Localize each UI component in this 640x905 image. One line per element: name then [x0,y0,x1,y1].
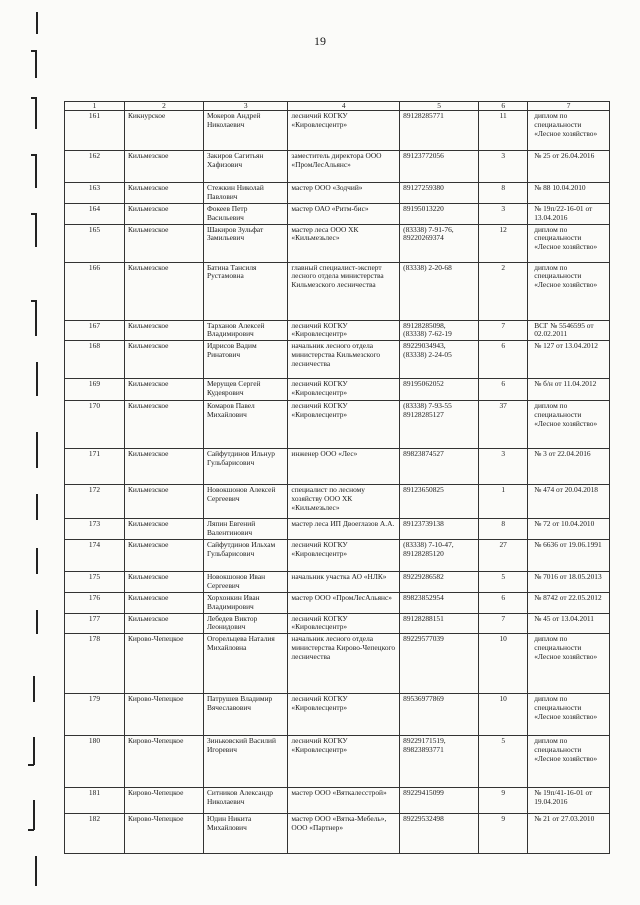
binding-mark [36,548,38,574]
experience-cell: 3 [479,203,528,224]
row-number: 173 [65,519,125,540]
row-number: 179 [65,694,125,736]
table-row [65,485,610,519]
position-cell: мастер ООО «Вяткалесстрой» [288,788,400,814]
diploma-cell: диплом по специальности «Лесное хозяйство» [528,694,610,736]
person-name: Мокеров Андрей Николаевич [203,111,287,151]
row-number: 167 [65,320,125,341]
person-name: Лебедев Виктор Леонидович [203,613,287,634]
phone-cell: (83338) 7-91-76, 89220269374 [400,224,479,262]
diploma-cell: ВСГ № 5546595 от 02.02.2011 [528,320,610,341]
row-number: 182 [65,814,125,854]
person-name: Батина Тансиля Рустамовна [203,262,287,320]
diploma-cell: № 8742 от 22.05.2012 [528,592,610,613]
table-row [65,224,610,262]
phone-cell: 89536977869 [400,694,479,736]
row-number: 177 [65,613,125,634]
table-row [65,379,610,401]
position-cell: заместитель директора ООО «ПромЛесАльянс» [288,151,400,183]
table-row [65,401,610,449]
person-name: Шакиров Зульфат Замильевич [203,224,287,262]
district-cell: Кильмезское [124,262,203,320]
person-name: Идрисов Вадим Ринатович [203,341,287,379]
district-cell: Кикнурское [124,111,203,151]
position-cell: главный специалист-эксперт лесного отдела министерства Кильмезского лесничества [288,262,400,320]
experience-cell: 5 [479,572,528,593]
district-cell: Кильмезское [124,592,203,613]
header-cell: 1 [65,102,125,111]
binding-mark [35,213,37,247]
diploma-cell: № 6636 от 19.06.1991 [528,540,610,572]
phone-cell: 89123739138 [400,519,479,540]
row-number: 178 [65,634,125,694]
district-cell: Кильмезское [124,320,203,341]
binding-mark [28,829,34,831]
row-number: 164 [65,203,125,224]
position-cell: мастер леса ООО ХК «Кильмезьлес» [288,224,400,262]
person-name: Ситников Александр Николаевич [203,788,287,814]
position-cell: лесничий КОГКУ «Кировлесцентр» [288,111,400,151]
table-row [65,788,610,814]
experience-cell: 7 [479,613,528,634]
phone-cell: 89128288151 [400,613,479,634]
person-name: Юдин Никита Михайлович [203,814,287,854]
table-row [65,519,610,540]
diploma-cell: № б/н от 11.04.2012 [528,379,610,401]
person-name: Зиньковский Василий Игоревич [203,736,287,788]
row-number: 169 [65,379,125,401]
table-row [65,341,610,379]
position-cell: лесничий КОГКУ «Кировлесцентр» [288,320,400,341]
person-name: Комаров Павел Михайлович [203,401,287,449]
district-cell: Кильмезское [124,613,203,634]
experience-cell: 10 [479,694,528,736]
diploma-cell: № 3 от 22.04.2016 [528,449,610,485]
binding-mark [31,154,36,156]
person-name: Огорельцева Наталия Михайловна [203,634,287,694]
district-cell: Кильмезское [124,341,203,379]
phone-cell: 89823874527 [400,449,479,485]
row-number: 163 [65,183,125,204]
district-cell: Кильмезское [124,401,203,449]
phone-cell: (83338) 7-93-55 89128285127 [400,401,479,449]
diploma-cell: № 474 от 20.04.2018 [528,485,610,519]
header-cell: 5 [400,102,479,111]
row-number: 176 [65,592,125,613]
binding-mark [36,12,38,34]
person-name: Новокшонов Иван Сергеевич [203,572,287,593]
binding-mark [36,610,38,634]
phone-cell: 89195062052 [400,379,479,401]
diploma-cell: диплом по специальности «Лесное хозяйство» [528,262,610,320]
table-row [65,320,610,341]
person-name: Сайфутдинов Ильнур Гульбарисович [203,449,287,485]
binding-mark [36,494,38,520]
district-cell: Кильмезское [124,151,203,183]
phone-cell: 89128285098, (83338) 7-62-19 [400,320,479,341]
phone-cell: 89229171519, 89823893771 [400,736,479,788]
person-name: Патрушев Владимир Вячеславович [203,694,287,736]
table-row [65,592,610,613]
district-cell: Кильмезское [124,224,203,262]
phone-cell: 89123650825 [400,485,479,519]
row-number: 181 [65,788,125,814]
experience-cell: 6 [479,592,528,613]
binding-mark [31,50,36,52]
person-name: Тарханов Алексей Владимирович [203,320,287,341]
diploma-cell: диплом по специальности «Лесное хозяйство» [528,224,610,262]
position-cell: лесничий КОГКУ «Кировлесцентр» [288,379,400,401]
table-row [65,151,610,183]
experience-cell: 9 [479,814,528,854]
table-row [65,814,610,854]
row-number: 174 [65,540,125,572]
experience-cell: 8 [479,519,528,540]
position-cell: мастер леса ИП Двоеглазов А.А. [288,519,400,540]
table-row [65,736,610,788]
position-cell: начальник лесного отдела министерства Кирово-Чепецкого лесничества [288,634,400,694]
header-row [65,102,610,111]
diploma-cell: № 25 от 26.04.2016 [528,151,610,183]
district-cell: Кирово-Чепецкое [124,634,203,694]
table-row [65,111,610,151]
binding-mark [33,800,35,830]
experience-cell: 2 [479,262,528,320]
experience-cell: 7 [479,320,528,341]
district-cell: Кирово-Чепецкое [124,694,203,736]
position-cell: мастер ОАО «Ритм-бис» [288,203,400,224]
person-name: Новокшонов Алексей Сергеевич [203,485,287,519]
district-cell: Кильмезское [124,519,203,540]
position-cell: лесничий КОГКУ «Кировлесцентр» [288,540,400,572]
diploma-cell: № 21 от 27.03.2010 [528,814,610,854]
phone-cell: 89229415099 [400,788,479,814]
binding-mark [35,154,37,188]
phone-cell: 89229532498 [400,814,479,854]
diploma-cell: № 45 от 13.04.2011 [528,613,610,634]
experience-cell: 3 [479,449,528,485]
binding-mark [36,432,38,468]
district-cell: Кильмезское [124,203,203,224]
row-number: 171 [65,449,125,485]
diploma-cell: № 7016 от 18.05.2013 [528,572,610,593]
position-cell: лесничий КОГКУ «Кировлесцентр» [288,613,400,634]
table-row [65,694,610,736]
diploma-cell: диплом по специальности «Лесное хозяйство» [528,736,610,788]
row-number: 162 [65,151,125,183]
page-number: 19 [314,34,326,48]
experience-cell: 12 [479,224,528,262]
district-cell: Кильмезское [124,572,203,593]
phone-cell: 89127259380 [400,183,479,204]
row-number: 161 [65,111,125,151]
row-number: 170 [65,401,125,449]
binding-mark [33,676,35,702]
row-number: 165 [65,224,125,262]
table-row [65,203,610,224]
person-name: Стежкин Николай Павлович [203,183,287,204]
registry-table [64,101,610,854]
district-cell: Кирово-Чепецкое [124,814,203,854]
diploma-cell: № 127 от 13.04.2012 [528,341,610,379]
table-row [65,572,610,593]
table-row [65,262,610,320]
experience-cell: 3 [479,151,528,183]
header-cell: 2 [124,102,203,111]
experience-cell: 5 [479,736,528,788]
position-cell: мастер ООО «Зодчий» [288,183,400,204]
binding-mark [31,97,36,99]
position-cell: начальник лесного отдела министерства Кильмезского лесничества [288,341,400,379]
binding-mark [35,50,37,78]
table-row [65,449,610,485]
header-cell: 4 [288,102,400,111]
experience-cell: 27 [479,540,528,572]
phone-cell: 89229577039 [400,634,479,694]
phone-cell: (83338) 7-10-47, 89128285120 [400,540,479,572]
district-cell: Кильмезское [124,449,203,485]
district-cell: Кильмезское [124,183,203,204]
diploma-cell: № 19п/41-16-01 от 19.04.2016 [528,788,610,814]
row-number: 180 [65,736,125,788]
table-row [65,540,610,572]
experience-cell: 9 [479,788,528,814]
row-number: 168 [65,341,125,379]
position-cell: мастер ООО «Вятка-Мебель», ООО «Партнер» [288,814,400,854]
phone-cell: 89128285771 [400,111,479,151]
binding-mark [31,213,36,215]
row-number: 175 [65,572,125,593]
position-cell: специалист по лесному хозяйству ООО ХК «Кильмезьлес» [288,485,400,519]
position-cell: лесничий КОГКУ «Кировлесцентр» [288,736,400,788]
phone-cell: 89123772056 [400,151,479,183]
table-row [65,613,610,634]
binding-mark [35,300,37,336]
binding-mark [28,764,34,766]
experience-cell: 10 [479,634,528,694]
diploma-cell: диплом по специальности «Лесное хозяйство» [528,634,610,694]
district-cell: Кирово-Чепецкое [124,736,203,788]
diploma-cell: диплом по специальности «Лесное хозяйство» [528,111,610,151]
row-number: 166 [65,262,125,320]
person-name: Хорхонкин Иван Владимирович [203,592,287,613]
district-cell: Кирово-Чепецкое [124,788,203,814]
header-cell: 7 [528,102,610,111]
experience-cell: 6 [479,379,528,401]
table-row [65,183,610,204]
experience-cell: 8 [479,183,528,204]
position-cell: инженер ООО «Лес» [288,449,400,485]
person-name: Сайфутдинов Ильхам Гульбарисович [203,540,287,572]
experience-cell: 1 [479,485,528,519]
person-name: Закиров Сагитьян Хафизович [203,151,287,183]
position-cell: лесничий КОГКУ «Кировлесцентр» [288,401,400,449]
header-cell: 3 [203,102,287,111]
phone-cell: (83338) 2-20-68 [400,262,479,320]
binding-mark [35,97,37,129]
diploma-cell: № 88 10.04.2010 [528,183,610,204]
phone-cell: 89229034943, (83338) 2-24-05 [400,341,479,379]
position-cell: мастер ООО «ПромЛесАльянс» [288,592,400,613]
binding-mark [33,737,35,765]
experience-cell: 37 [479,401,528,449]
district-cell: Кильмезское [124,540,203,572]
header-cell: 6 [479,102,528,111]
table-row [65,634,610,694]
diploma-cell: № 72 от 10.04.2010 [528,519,610,540]
district-cell: Кильмезское [124,379,203,401]
person-name: Мерущев Сергей Кудеярович [203,379,287,401]
binding-mark [31,300,36,302]
binding-mark [36,362,38,396]
binding-mark [35,856,37,886]
experience-cell: 11 [479,111,528,151]
experience-cell: 6 [479,341,528,379]
position-cell: начальник участка АО «НЛК» [288,572,400,593]
person-name: Фокеев Петр Васильевич [203,203,287,224]
person-name: Ляпин Евгений Валентинович [203,519,287,540]
diploma-cell: № 19п/22-16-01 от 13.04.2016 [528,203,610,224]
phone-cell: 89229286582 [400,572,479,593]
row-number: 172 [65,485,125,519]
district-cell: Кильмезское [124,485,203,519]
phone-cell: 89195013220 [400,203,479,224]
diploma-cell: диплом по специальности «Лесное хозяйство» [528,401,610,449]
phone-cell: 89823852954 [400,592,479,613]
position-cell: лесничий КОГКУ «Кировлесцентр» [288,694,400,736]
